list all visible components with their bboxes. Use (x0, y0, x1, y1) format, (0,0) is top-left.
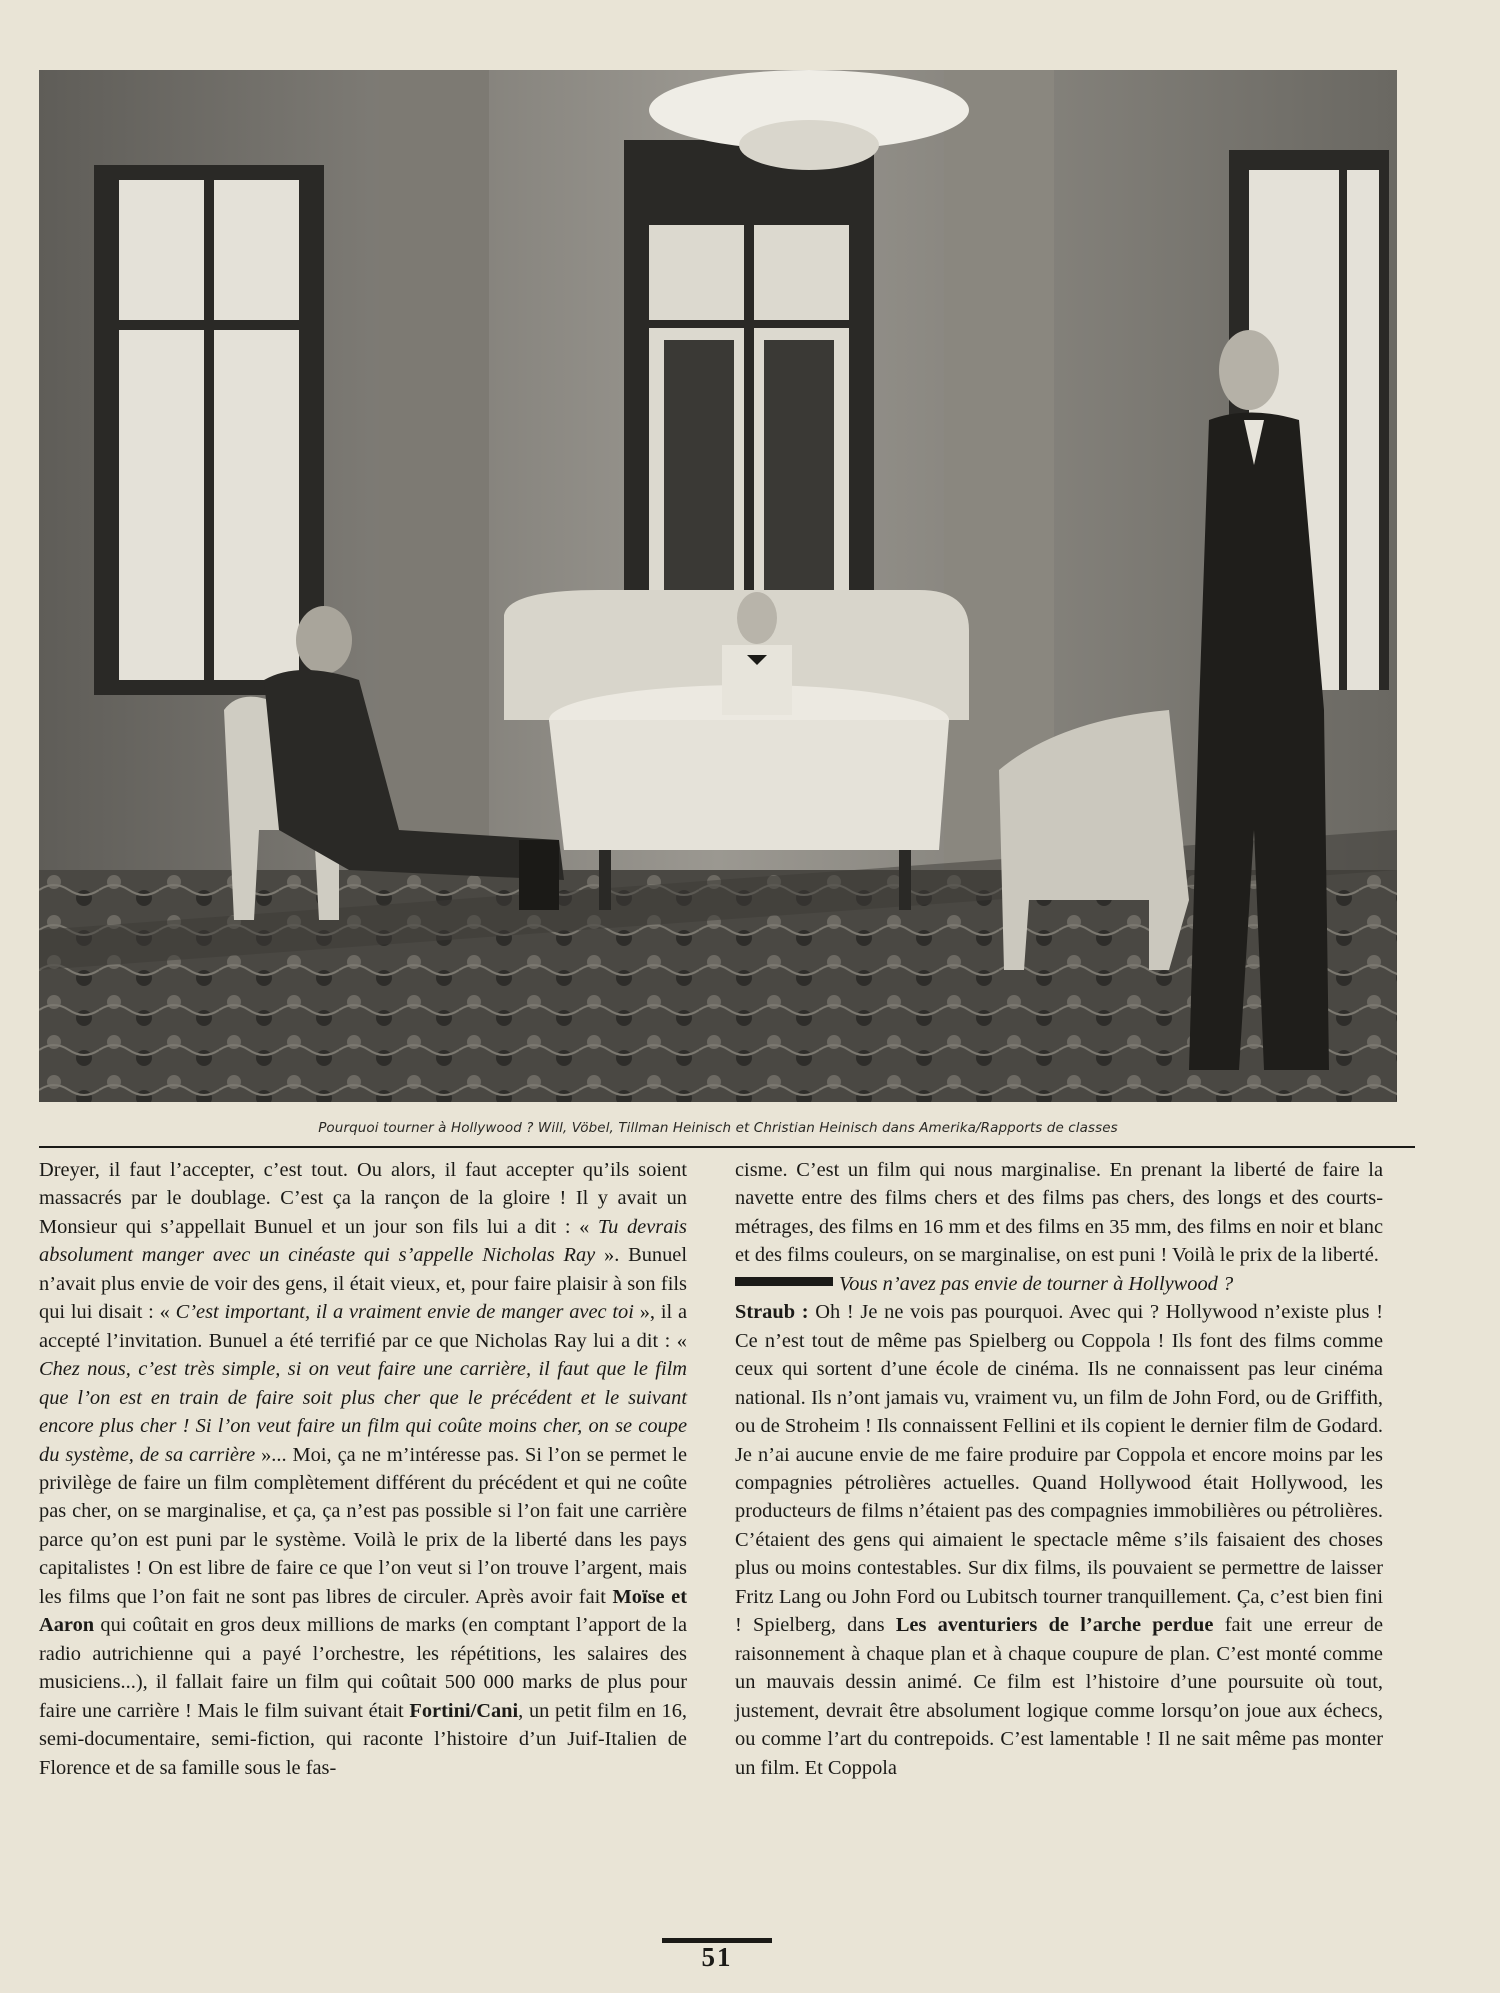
quote-run: C’est important, il a vraiment envie de manger avec toi (175, 1301, 634, 1324)
text-run: , un petit film en 16, semi-documentaire, semi-fiction, qui raconte l’histoire d’un Juif-Italien de Florence et de sa famille sous le fas- (39, 1699, 688, 1779)
quote-run: Chez nous, c’est très simple, si on veut faire une carrière, il faut que le film que l’on est en train de faire soit plus cher que le précédent et le suivant encore plus cher ! Si l’on veut faire un film qui coûte moins cher, on se coupe du système, de sa carrière (39, 1358, 687, 1466)
left-text-column (39, 1156, 687, 1782)
left-paragraph (39, 1156, 687, 1782)
speaker-label: Straub : (735, 1301, 809, 1324)
interview-answer (735, 1298, 1383, 1782)
text-run: ». Bunuel n’avait plus envie de voir des gens, il était vieux, et, pour faire plaisir à son fils qui lui disait : « (39, 1244, 687, 1324)
text-run: qui coûtait en gros deux millions de marks (en comptant l’apport de la radio autrichienne qui a payé l’orchestre, les répétitions, les salaires des musiciens...), il fallait faire un film qui coûtait 500 000 marks de plus pour faire une carrière ! Mais le film suivant était (39, 1614, 687, 1722)
photo-caption: Pourquoi tourner à Hollywood ? Will, Vöbel, Tillman Heinisch et Christian Heinisch dans Amerika/Rapports de classes (318, 1120, 1118, 1136)
question-text: Vous n’avez pas envie de tourner à Hollywood ? (839, 1272, 1234, 1295)
question-marker-bar (735, 1277, 833, 1286)
center-window (624, 140, 874, 650)
answer-text: Oh ! Je ne vois pas pourquoi. Avec qui ? Hollywood n’existe plus ! Ce n’est tout de même pas Spielberg ou Coppola ! Ils font des films comme ceux qui sortent d’une école de cinéma. Ils ne connaissent pas leur cinéma national. Ils n’ont jamais vu, vraiment vu, un film de John Ford, ou de Griffith, ou de Stroheim ! Ils connaissent Fellini et ils copient le dernier film de Godard. Je n’ai aucune envie de me faire produire par Coppola et encore moins par les compagnies pétrolières actuelles. Quand Hollywood était Hollywood, les producteurs de films n’étaient pas des compagnies immobilières ou pétrolières. C’étaient des gens qui aimaient le spectacle même s’ils faisaient des choses plus ou moins contestables. Sur dix films, ils pouvaient se permettre de laisser Fritz Lang ou John Ford ou Lubitsch tourner tranquillement. Ça, c’est bien fini ! Spielberg, dans (735, 1301, 1383, 1637)
film-title-les-aventuriers: Les aventuriers de l’arche perdue (895, 1614, 1214, 1637)
interview-question (735, 1270, 1383, 1298)
text-run: Dreyer, il faut l’accepter, c’est tout. Ou alors, il faut accepter qu’ils soient massacrés par le doublage. C’est ça la rançon de la gloire ! Il y avait un Monsieur qui s’appellait Bunuel et un jour son fils lui a dit : « (39, 1159, 687, 1238)
text-run: »... Moi, ça ne m’intéresse pas. Si l’on se permet le privilège de faire un film complètement différent du précédent et qui ne coûte pas cher, on se marginalise, et ça, ça n’est pas possible si l’on fait une carrière parce qu’on est puni par le système. Voilà le prix de la liberté dans les pays capitalistes ! On est libre de faire ce que l’on veut si l’on trouve l’argent, mais les films que l’on fait ne sont pas libres de circuler. Après avoir fait (39, 1443, 687, 1608)
film-still-photo (39, 70, 1397, 1102)
answer-text: fait une erreur de raisonnement à chaque plan et à chaque coupure de plan. C’est monté comme un mauvais dessin animé. Ce film est l’histoire d’une poursuite où tout, justement, devrait être absolument logique comme lorsqu’on joue aux échecs, ou comme l’art du contrepoids. C’est lamentable ! Il ne sait même pas monter un film. Et Coppola (735, 1614, 1384, 1779)
film-still-illustration (39, 70, 1397, 1102)
left-window (94, 165, 324, 695)
quote-run: Tu devrais absolument manger avec un cinéaste qui s’appelle Nicholas Ray (39, 1215, 687, 1267)
right-text-column (735, 1156, 1383, 1782)
text-run: », il a accepté l’invitation. Bunuel a été terrifié par ce que Nicholas Ray lui a dit : « (39, 1301, 688, 1352)
page-number: 51 (701, 1942, 733, 1972)
film-title-fortini-cani: Fortini/Cani (409, 1699, 519, 1722)
film-title-moise-et-aaron: Moïse et Aaron (39, 1585, 687, 1637)
caption-rule (39, 1146, 1415, 1148)
right-paragraph: cisme. C’est un film qui nous marginalise. En prenant la liberté de faire la navette entre des films chers et des films pas chers, des longs et des courts-métrages, des films en 16 mm et des films en 35 mm, des films en noir et blanc et des films couleurs, on se marginalise, on est puni ! Voilà le prix de la liberté. (735, 1159, 1383, 1267)
